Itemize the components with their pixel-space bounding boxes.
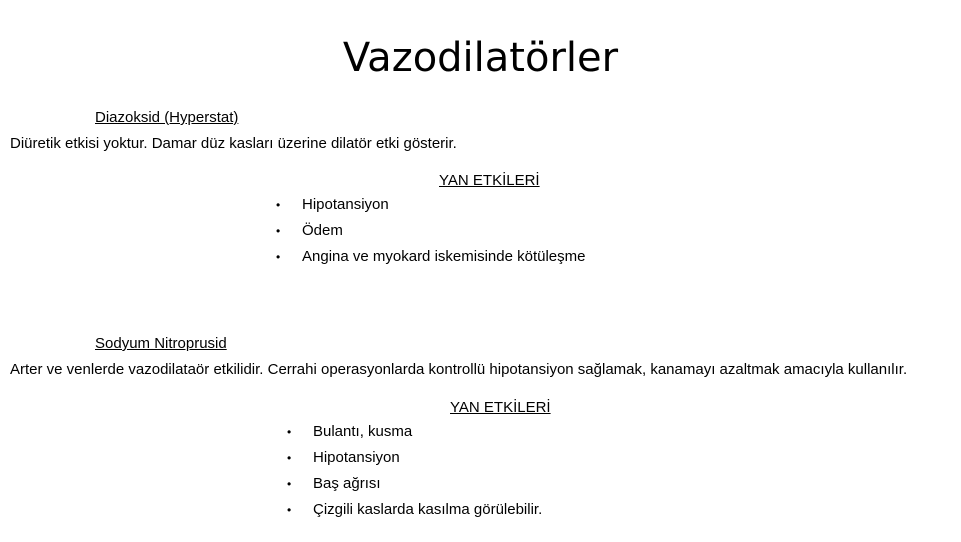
list-item: • Çizgili kaslarda kasılma görülebilir. [287,501,543,518]
list-item: • Baş ağrısı [287,475,381,492]
bullet-icon: • [287,451,292,465]
bullet-icon: • [287,503,292,517]
sodyum-nitroprusid-description: Arter ve venlerde vazodilataör etkilidir. Cerrahi operasyonlarda kontrollü hipotansiyon sağlamak, kanamayı azaltmak amacıyla kullanılır. [10,361,908,378]
list-item: • Hipotansiyon [276,196,389,213]
bullet-icon: • [276,198,281,212]
bullet-icon: • [287,477,292,491]
diazoksid-side-effects-list [276,196,676,274]
diazoksid-description: Diüretik etkisi yoktur. Damar düz kasları üzerine dilatör etki gösterir. [10,135,457,152]
sodyum-nitroprusid-heading: Sodyum Nitroprusid [95,335,227,352]
sodyum-nitroprusid-side-effects-list [287,423,687,527]
list-item: • Bulantı, kusma [287,423,413,440]
list-item: • Angina ve myokard iskemisinde kötüleşme [276,248,586,265]
sodyum-nitroprusid-side-effects-heading: YAN ETKİLERİ [450,399,551,416]
bullet-icon: • [287,425,292,439]
diazoksid-heading: Diazoksid (Hyperstat) [95,109,239,126]
bullet-icon: • [276,250,281,264]
list-item: • Ödem [276,222,343,239]
list-item: • Hipotansiyon [287,449,400,466]
bullet-icon: • [276,224,281,238]
diazoksid-side-effects-heading: YAN ETKİLERİ [439,172,540,189]
page-title: Vazodilatörler [342,35,619,81]
